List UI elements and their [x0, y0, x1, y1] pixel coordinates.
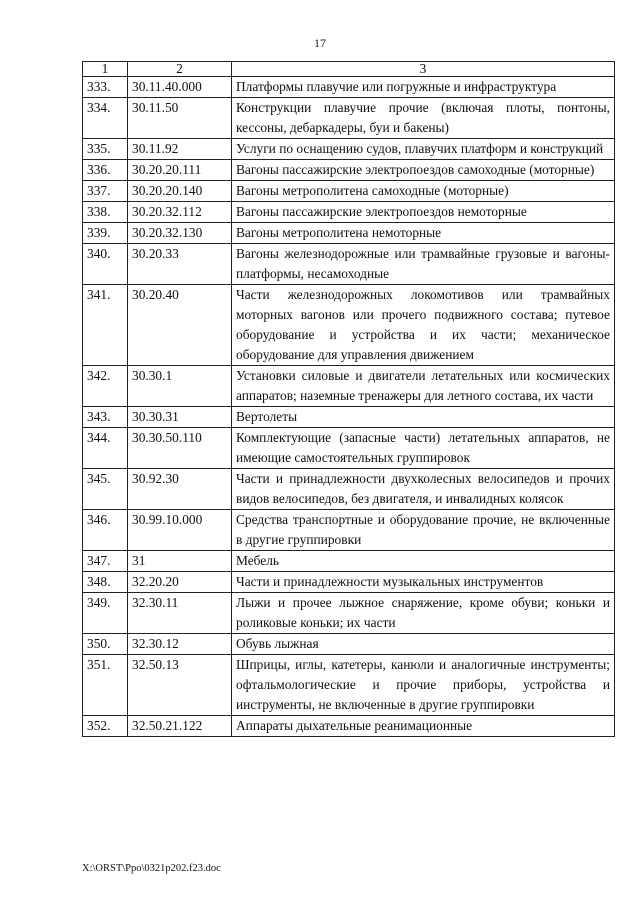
row-code: 30.20.32.112	[128, 202, 232, 223]
table-row	[83, 428, 615, 469]
row-number: 340.	[83, 244, 128, 285]
row-number: 348.	[83, 572, 128, 593]
classification-table	[82, 61, 615, 737]
row-description: Установки силовые и двигатели летательных или космических аппаратов; наземные тренажеры для летного состава, их части	[232, 366, 615, 407]
row-number: 343.	[83, 407, 128, 428]
table-row	[83, 202, 615, 223]
row-description: Части и принадлежности музыкальных инструментов	[232, 572, 615, 593]
row-description: Вертолеты	[232, 407, 615, 428]
row-description: Вагоны пассажирские электропоездов немоторные	[232, 202, 615, 223]
row-code: 30.20.33	[128, 244, 232, 285]
page-number: 17	[314, 36, 326, 50]
table-row	[83, 593, 615, 634]
row-code: 30.20.32.130	[128, 223, 232, 244]
row-number: 342.	[83, 366, 128, 407]
row-description: Вагоны метрополитена немоторные	[232, 223, 615, 244]
row-number: 344.	[83, 428, 128, 469]
table-row	[83, 469, 615, 510]
column-header-code: 2	[128, 62, 232, 77]
row-description: Части железнодорожных локомотивов или трамвайных моторных вагонов или прочего подвижного состава; путевое оборудование и устройства и их части; механическое оборудование для управления движением	[232, 285, 615, 366]
row-code: 30.20.40	[128, 285, 232, 366]
table-row	[83, 551, 615, 572]
row-number: 335.	[83, 139, 128, 160]
footer-file-path: X:\ORST\Ppo\0321p202.f23.doc	[82, 863, 221, 874]
row-code: 30.99.10.000	[128, 510, 232, 551]
row-code: 30.92.30	[128, 469, 232, 510]
row-number: 337.	[83, 181, 128, 202]
row-number: 346.	[83, 510, 128, 551]
row-description: Мебель	[232, 551, 615, 572]
row-number: 350.	[83, 634, 128, 655]
table-row	[83, 716, 615, 737]
table-row	[83, 285, 615, 366]
table-row	[83, 77, 615, 98]
row-description: Средства транспортные и оборудование прочие, не включенные в другие группировки	[232, 510, 615, 551]
table-row	[83, 655, 615, 716]
row-number: 333.	[83, 77, 128, 98]
table-row	[83, 572, 615, 593]
row-code: 30.30.50.110	[128, 428, 232, 469]
row-code: 32.30.12	[128, 634, 232, 655]
row-code: 31	[128, 551, 232, 572]
row-number: 334.	[83, 98, 128, 139]
row-number: 352.	[83, 716, 128, 737]
row-code: 32.50.13	[128, 655, 232, 716]
column-header-number: 1	[83, 62, 128, 77]
row-code: 30.11.40.000	[128, 77, 232, 98]
column-header-description: 3	[232, 62, 615, 77]
row-description: Конструкции плавучие прочие (включая плоты, понтоны, кессоны, дебаркадеры, буи и бакены)	[232, 98, 615, 139]
table-row	[83, 139, 615, 160]
row-description: Лыжи и прочее лыжное снаряжение, кроме обуви; коньки и роликовые коньки; их части	[232, 593, 615, 634]
table-row	[83, 160, 615, 181]
row-description: Комплектующие (запасные части) летательных аппаратов, не имеющие самостоятельных группировок	[232, 428, 615, 469]
row-code: 32.30.11	[128, 593, 232, 634]
row-description: Платформы плавучие или погружные и инфраструктура	[232, 77, 615, 98]
row-number: 339.	[83, 223, 128, 244]
row-number: 338.	[83, 202, 128, 223]
table-row	[83, 223, 615, 244]
table-row	[83, 407, 615, 428]
table-row	[83, 244, 615, 285]
row-number: 349.	[83, 593, 128, 634]
row-code: 32.50.21.122	[128, 716, 232, 737]
row-description: Шприцы, иглы, катетеры, канюли и аналогичные инструменты; офтальмологические и прочие приборы, устройства и инструменты, не включенные в другие группировки	[232, 655, 615, 716]
table-row	[83, 181, 615, 202]
row-code: 30.20.20.140	[128, 181, 232, 202]
row-description: Вагоны метрополитена самоходные (моторные)	[232, 181, 615, 202]
table-header-row	[83, 62, 615, 77]
table-row	[83, 98, 615, 139]
row-description: Вагоны железнодорожные или трамвайные грузовые и вагоны-платформы, несамоходные	[232, 244, 615, 285]
row-number: 345.	[83, 469, 128, 510]
row-number: 341.	[83, 285, 128, 366]
row-code: 30.11.50	[128, 98, 232, 139]
row-number: 351.	[83, 655, 128, 716]
row-description: Вагоны пассажирские электропоездов самоходные (моторные)	[232, 160, 615, 181]
table-row	[83, 634, 615, 655]
row-code: 30.30.31	[128, 407, 232, 428]
row-description: Аппараты дыхательные реанимационные	[232, 716, 615, 737]
table-row	[83, 510, 615, 551]
row-number: 347.	[83, 551, 128, 572]
row-code: 30.11.92	[128, 139, 232, 160]
row-code: 30.30.1	[128, 366, 232, 407]
row-number: 336.	[83, 160, 128, 181]
row-description: Обувь лыжная	[232, 634, 615, 655]
table-row	[83, 366, 615, 407]
row-code: 30.20.20.111	[128, 160, 232, 181]
row-description: Части и принадлежности двухколесных велосипедов и прочих видов велосипедов, без двигателя, и инвалидных колясок	[232, 469, 615, 510]
row-description: Услуги по оснащению судов, плавучих платформ и конструкций	[232, 139, 615, 160]
row-code: 32.20.20	[128, 572, 232, 593]
